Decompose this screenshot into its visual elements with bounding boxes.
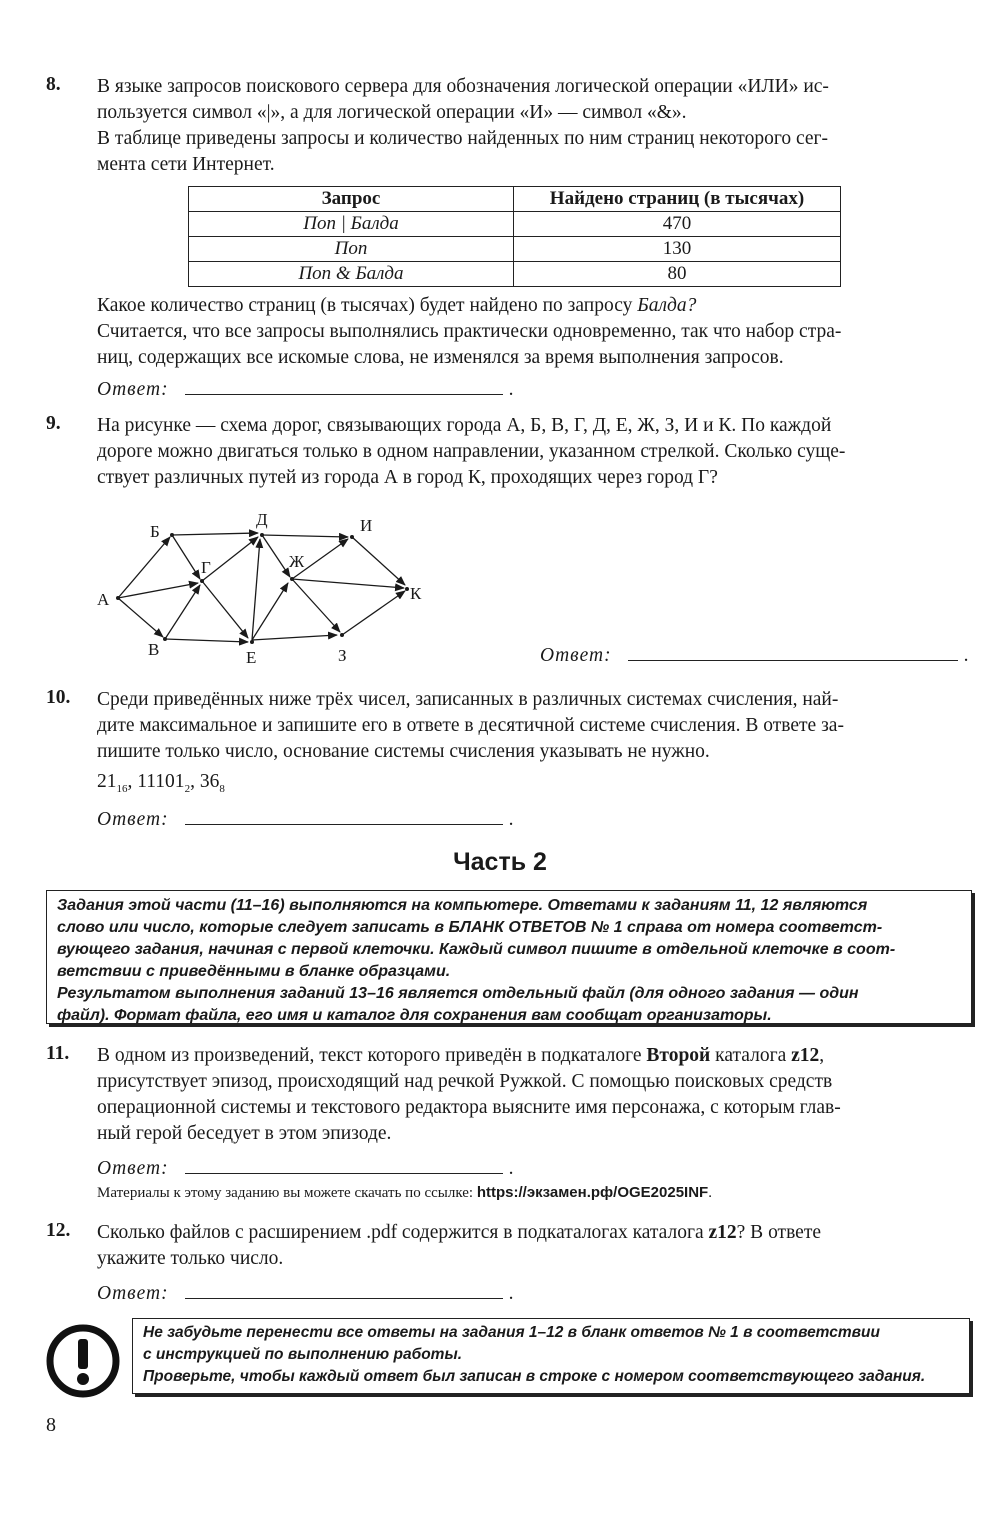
text-line: дороге можно двигаться только в одном направлении, указанном стрелкой. Сколько суще- — [97, 441, 846, 462]
text-line — [97, 1043, 975, 1069]
table-cell: 130 — [514, 237, 841, 262]
answer-field-12[interactable] — [185, 1280, 503, 1299]
node-g — [200, 579, 204, 583]
node-b — [170, 533, 174, 537]
table-cell: Поп | Балда — [189, 212, 514, 237]
number-base: 2 — [184, 782, 191, 795]
answer-field-11[interactable] — [185, 1155, 503, 1174]
text-line: ствует различных путей из города А в город К, проходящих через город Г? — [97, 467, 718, 488]
label-a: А — [97, 590, 110, 609]
table-row — [189, 262, 841, 287]
answer-line-11: Ответ: . — [97, 1155, 514, 1180]
node-i — [350, 535, 354, 539]
task-text — [97, 74, 975, 178]
table-cell: 80 — [514, 262, 841, 287]
answer-label: Ответ: — [97, 1283, 169, 1304]
number-value: 11101 — [137, 771, 185, 792]
label-v: В — [148, 640, 160, 659]
folder-name: z12 — [708, 1222, 737, 1243]
label-d: Д — [256, 510, 268, 529]
answer-label: Ответ: — [97, 1158, 169, 1179]
text-line: присутствует эпизод, происходящий над речкой Ружкой. С помощью поисковых средств — [97, 1071, 833, 1092]
edge-zh-k — [292, 579, 404, 588]
question-line — [97, 293, 975, 319]
edge-d-i — [262, 535, 348, 537]
edge-z-k — [342, 591, 405, 635]
part2-instructions — [46, 890, 972, 1024]
node-v — [163, 637, 167, 641]
edge-i-k — [352, 537, 405, 585]
text-line: На рисунке — схема дорог, связывающих города А, Б, В, Г, Д, Е, Ж, З, И и К. По каждой — [97, 415, 832, 436]
label-k: К — [410, 584, 422, 603]
header-query: Запрос — [189, 187, 514, 212]
text-line: Считается, что все запросы выполнялись практически одновременно, так что набор стра- — [97, 321, 842, 342]
question-text: Какое количество страниц (в тысячах) будет найдено по запросу — [97, 295, 638, 316]
text-part: ? В ответе — [736, 1222, 822, 1243]
text-part: каталога — [710, 1045, 792, 1066]
text-line: пишите только число, основание системы счисления указывать не нужно. — [97, 741, 710, 762]
reminder-line: Не забудьте перенести все ответы на задания 1–12 в бланк ответов № 1 в соответствии — [143, 1324, 880, 1341]
edge-a-g — [118, 583, 198, 598]
number-base: 16 — [116, 782, 128, 795]
label-i: И — [360, 516, 373, 535]
task-text — [97, 1220, 975, 1272]
task-number: 8. — [46, 74, 61, 95]
text-line: ниц, содержащих все искомые слова, не изменялся за время выполнения запросов. — [97, 347, 784, 368]
task-text — [97, 1043, 975, 1147]
task8-question — [97, 293, 975, 371]
edge-a-v — [118, 598, 163, 637]
answer-label: Ответ: — [540, 645, 612, 666]
numbers-line: $21_{16}$, $11101_2$, $36_8$ — [97, 771, 225, 795]
text-line: операционной системы и текстового редактора выясните имя персонажа, с которым глав- — [97, 1097, 841, 1118]
label-z: З — [338, 646, 347, 665]
part-title: Часть 2 — [453, 848, 547, 876]
text-line: дите максимальное и запишите его в ответе в десятичной системе счисления. В ответе за- — [97, 715, 844, 736]
number-value: 21 — [97, 771, 117, 792]
table-row — [189, 212, 841, 237]
label-g: Г — [201, 558, 211, 577]
edge-a-b — [118, 537, 170, 598]
text-line: мента сети Интернет. — [97, 154, 275, 175]
edge-v-g — [165, 585, 200, 639]
answer-field-10[interactable] — [185, 806, 503, 825]
label-zh: Ж — [289, 552, 305, 571]
node-zh — [290, 577, 294, 581]
text-part: , — [819, 1045, 825, 1066]
table-row — [189, 237, 841, 262]
edge-e-z — [252, 635, 337, 640]
task-number: 10. — [46, 687, 71, 708]
instruction-line: Задания этой части (11–16) выполняются на компьютере. Ответами к заданиям 11, 12 являются — [57, 897, 868, 914]
edge-e-zh — [252, 583, 288, 640]
answer-line-10: Ответ: . — [97, 806, 514, 831]
query-table — [188, 186, 841, 287]
edge-v-e — [165, 639, 248, 642]
materials-text: Материалы к этому заданию вы можете скачать по ссылке: — [97, 1185, 477, 1201]
text-line — [97, 1220, 975, 1246]
table-cell: 470 — [514, 212, 841, 237]
reminder-box — [132, 1318, 970, 1394]
edge-e-d — [252, 539, 260, 640]
task-text — [97, 413, 975, 491]
number-base: 8 — [219, 782, 225, 795]
label-b: Б — [150, 522, 160, 541]
answer-field-8[interactable] — [185, 376, 503, 395]
edge-g-e — [202, 581, 248, 638]
answer-label: Ответ: — [97, 809, 169, 830]
answer-line-12: Ответ: . — [97, 1280, 514, 1305]
instruction-line: вующего задания, начиная с первой клеточки. Каждый символ пишите в отдельной клеточке в соот- — [57, 941, 896, 958]
instruction-line: Результатом выполнения заданий 13–16 является отдельный файл (для одного задания — один — [57, 985, 859, 1002]
question-italic: Балда? — [637, 295, 697, 316]
task-number: 12. — [46, 1220, 71, 1241]
instruction-line: слово или число, которые следует записать в БЛАНК ОТВЕТОВ № 1 справа от номера соответст- — [57, 919, 883, 936]
folder-name: z12 — [791, 1045, 820, 1066]
answer-line-9: Ответ: . — [540, 642, 969, 667]
edge-b-d — [172, 533, 258, 535]
text-line: укажите только число. — [97, 1248, 284, 1269]
table-header-row — [189, 187, 841, 212]
answer-label: Ответ: — [97, 379, 169, 400]
node-a — [116, 596, 120, 600]
instruction-line: файл). Формат файла, его имя и каталог для сохранения вам сообщат организаторы. — [57, 1007, 772, 1024]
edge-zh-z — [292, 579, 340, 632]
task-number: 9. — [46, 413, 61, 434]
node-e — [250, 640, 254, 644]
text-line: В языке запросов поискового сервера для обозначения логической операции «ИЛИ» ис- — [97, 76, 829, 97]
materials-link[interactable]: https://экзамен.рф/OGE2025INF — [476, 1184, 709, 1201]
edge-b-g — [172, 535, 200, 579]
materials-text: . — [708, 1185, 712, 1201]
road-graph — [90, 505, 440, 675]
number-value: 36 — [199, 771, 220, 792]
answer-field-9[interactable] — [628, 642, 958, 661]
materials-note — [97, 1184, 712, 1202]
table-cell: Поп — [189, 237, 514, 262]
text-line: В таблице приведены запросы и количество найденных по ним страниц некоторого сег- — [97, 128, 829, 149]
answer-line-8: Ответ: . — [97, 376, 514, 401]
text-line: ный герой беседует в этом эпизоде. — [97, 1123, 392, 1144]
node-z — [340, 633, 344, 637]
header-pages: Найдено страниц (в тысячах) — [514, 187, 841, 212]
text-line: пользуется символ «|», а для логической операции «И» — символ «&». — [97, 102, 687, 123]
page-number: 8 — [46, 1414, 56, 1436]
text-part: В одном из произведений, текст которого приведён в подкаталоге — [97, 1045, 647, 1066]
node-k — [405, 587, 409, 591]
reminder-line: с инструкцией по выполнению работы. — [143, 1346, 462, 1363]
task-number: 11. — [46, 1043, 70, 1064]
task-text — [97, 687, 975, 802]
text-part: Сколько файлов с расширением .pdf содержится в подкаталогах каталога — [97, 1222, 709, 1243]
text-line: Среди приведённых ниже трёх чисел, записанных в различных системах счисления, най- — [97, 689, 839, 710]
folder-name: Второй — [646, 1045, 711, 1066]
exclamation-icon — [44, 1322, 122, 1400]
table-cell: Поп & Балда — [189, 262, 514, 287]
label-e: Е — [246, 648, 257, 667]
reminder-line: Проверьте, чтобы каждый ответ был записан в строке с номером соответствующего задания. — [143, 1368, 926, 1385]
node-d — [260, 533, 264, 537]
instruction-line: ветствии с приведёнными в бланке образцами. — [57, 963, 451, 980]
edge-d-zh — [262, 535, 290, 577]
